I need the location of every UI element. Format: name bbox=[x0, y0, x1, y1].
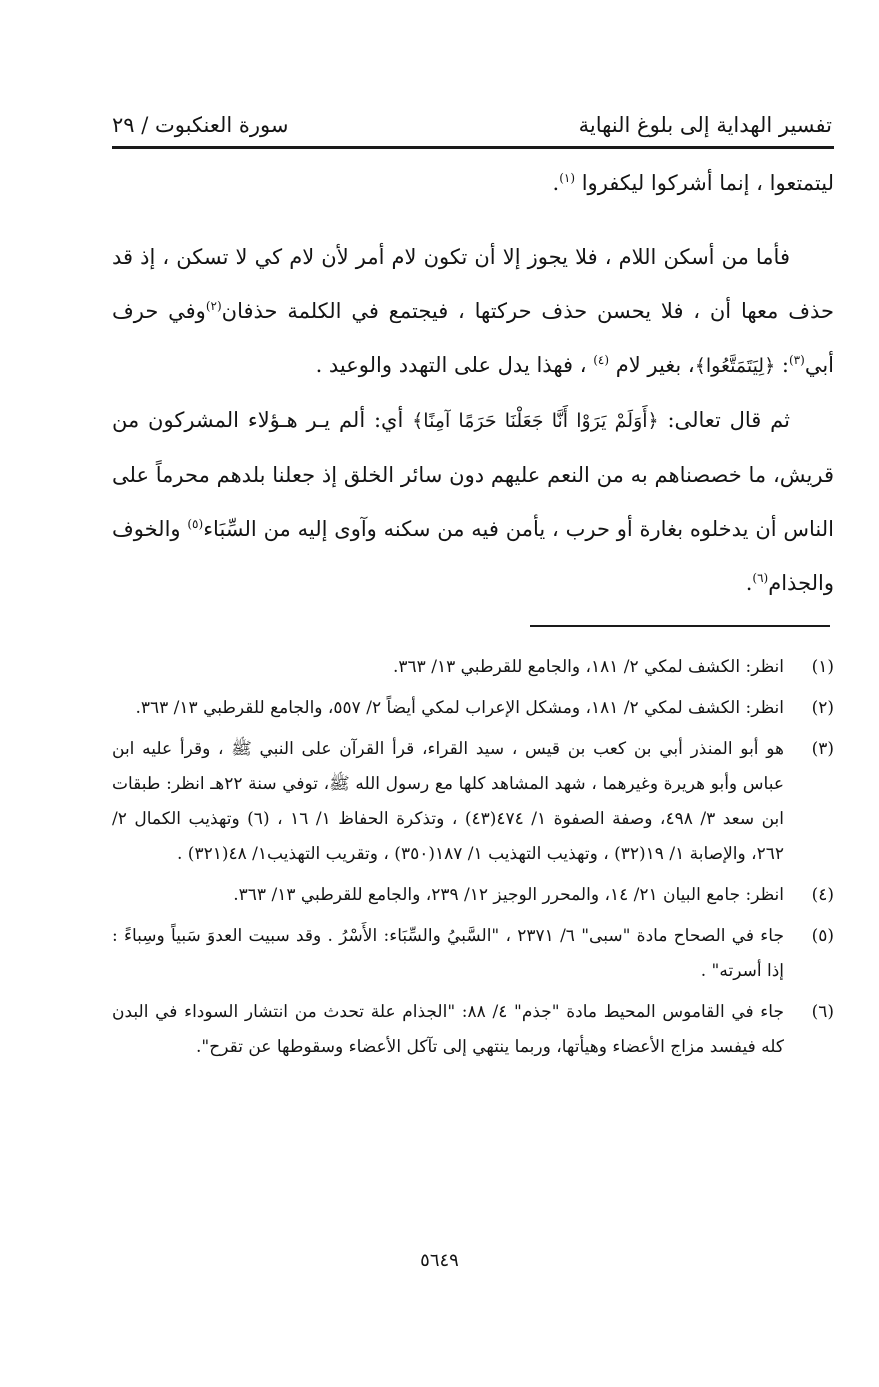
footnote-6 bbox=[112, 995, 834, 1065]
p2-text-a: فأما من أسكن اللام ، فلا يجوز إلا أن تكون لام أمر لأن لام كي لا تسكن ، إذ قد حذف معها أن ، فلا يحسن حذف حركتها ، فيجتمع في الكلمة حذفان bbox=[112, 245, 834, 323]
quran-quote-2: ﴿أَوَلَمْ يَرَوْا أَنَّا جَعَلْنَا حَرَمًا آمِنًا﴾ bbox=[412, 410, 659, 432]
footnote-4 bbox=[112, 878, 834, 913]
p3-text-a: ثم قال تعالى: bbox=[658, 408, 790, 432]
footnote-2 bbox=[112, 691, 834, 726]
footnote-number: (٣) bbox=[811, 739, 834, 759]
footnote-text: انظر: الكشف لمكي ٢/ ١٨١، ومشكل الإعراب لمكي أيضاً ٢/ ٥٥٧، والجامع للقرطبي ١٣/ ٣٦٣. bbox=[135, 698, 784, 718]
p2-text-b: وفي حرف أبي bbox=[112, 299, 834, 377]
footnote-text: جاء في القاموس المحيط مادة "جذم" ٤/ ٨٨: "الجذام علة تحدث من انتشار السوداء في البدن كله فيفسد مزاج الأعضاء وهيأتها، وربما ينتهي إلى تآكل الأعضاء وسقوطها عن تقرح". bbox=[112, 1002, 784, 1057]
paragraph-2 bbox=[112, 230, 834, 393]
footnote-5 bbox=[112, 919, 834, 989]
paragraph-3 bbox=[112, 393, 834, 610]
footnote-number: (٢) bbox=[811, 698, 834, 718]
quran-quote-1: ﴿لِيَتَمَتَّعُوا﴾ bbox=[694, 355, 776, 377]
p2-text-d: ، بغير لام bbox=[615, 353, 695, 377]
footnote-3 bbox=[112, 732, 834, 872]
footnote-number: (٤) bbox=[811, 885, 834, 905]
p1-text: ليتمتعوا ، إنما أشركوا ليكفروا bbox=[581, 171, 834, 195]
surah-title: سورة العنكبوت / ٢٩ bbox=[112, 112, 289, 137]
p3-text-c: والخوف والجذام bbox=[112, 517, 834, 595]
footnote-ref-4: (٤) bbox=[593, 353, 610, 367]
main-text bbox=[112, 158, 834, 610]
footnote-number: (١) bbox=[811, 657, 834, 677]
paragraph-1 bbox=[112, 158, 834, 208]
footnote-number: (٦) bbox=[811, 1002, 834, 1022]
footnote-number: (٥) bbox=[811, 926, 834, 946]
footnote-text: انظر: الكشف لمكي ٢/ ١٨١، والجامع للقرطبي ١٣/ ٣٦٣. bbox=[393, 657, 784, 677]
footnote-ref-1: (١) bbox=[559, 171, 576, 185]
p1-end: . bbox=[552, 171, 560, 195]
footnote-ref-3: (٣) bbox=[788, 353, 805, 367]
page-number: ٥٦٤٩ bbox=[420, 1250, 459, 1271]
footnote-text: انظر: جامع البيان ٢١/ ١٤، والمحرر الوجيز ١٢/ ٢٣٩، والجامع للقرطبي ١٣/ ٣٦٣. bbox=[233, 885, 784, 905]
p3-text-b: أي: ألم يـر هـؤلاء المشركون من قريش، ما خصصناهم به من النعم عليهم دون سائر الخلق إذ جعلنا بلدهم محرماً على الناس أن يدخلوه بغارة أو حرب ، يأمن فيه من سكنه وآوى إليه من السِّبَاء bbox=[112, 408, 834, 541]
footnote-text: جاء في الصحاح مادة "سبى" ٦/ ٢٣٧١ ، "السَّبيُ والسِّبَاء: الأَسْرُ . وقد سبيت العدوَ سَبياً وسِباءً : إذا أسرته" . bbox=[112, 926, 784, 981]
footnote-1 bbox=[112, 650, 834, 685]
footnote-rule bbox=[530, 625, 830, 627]
p3-end: . bbox=[745, 571, 753, 595]
header-rule bbox=[112, 146, 834, 149]
footnote-ref-5: (٥) bbox=[187, 517, 204, 531]
p2-text-e: ، فهذا يدل على التهدد والوعيد . bbox=[315, 353, 587, 377]
book-title: تفسير الهداية إلى بلوغ النهاية bbox=[578, 112, 832, 137]
running-header bbox=[112, 98, 832, 138]
footnotes bbox=[112, 650, 834, 1071]
p2-text-c: : bbox=[775, 353, 789, 377]
footnote-text: هو أبو المنذر أبي بن كعب بن قيس ، سيد القراء، قرأ القرآن على النبي ﷺ ، وقرأ عليه ابن عباس وأبو هريرة وغيرهما ، شهد المشاهد كلها مع رسول الله ﷺ، توفي سنة ٢٢هـ انظر: طبقات ابن سعد ٣/ ٤٩٨، وصفة الصفوة ١/ ٤٧٤(٤٣) ، وتذكرة الحفاظ ١/ ١٦ ، (٦) وتهذيب الكمال ٢/ ٢٦٢، والإصابة ١/ ١٩(٣٢) ، وتهذيب التهذيب ١/ ١٨٧(٣٥٠) ، وتقريب التهذيب١/ ٤٨(٣٢١) . bbox=[112, 739, 784, 864]
footnote-ref-6: (٦) bbox=[752, 571, 769, 585]
footnote-ref-2: (٢) bbox=[205, 299, 222, 313]
